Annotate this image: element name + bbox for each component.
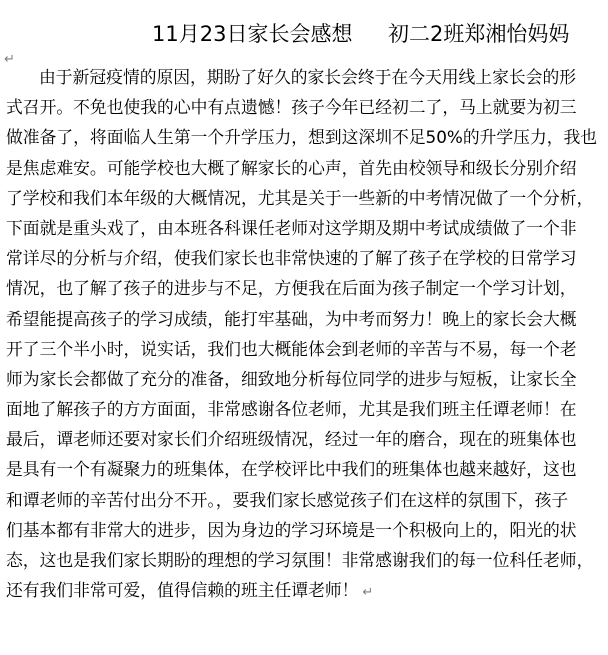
body-line: 是具有一个有凝聚力的班集体，在学校评比中我们的班集体也越来越好，这也 [6,459,577,480]
title-author-text: 初二2班郑湘怡妈妈 [388,22,570,46]
paragraph-mark-icon: ↵ [4,52,15,67]
body-line: 希望能提高孩子的学习成绩，能打牢基础，为中考而努力！晚上的家长会大概 [6,308,577,329]
body-line: 师为家长会都做了充分的准备，细致地分析每位同学的进步与短板，让家长全 [6,368,577,389]
document-title [0,18,608,48]
title-date-text: 11月23日家长会感想 [152,22,353,46]
body-line: 开了三个半小时，说实话，我们也大概能体会到老师的辛苦与不易，每一个老 [6,338,577,359]
body-line: 下面就是重头戏了，由本班各科课任老师对这学期及期中考试成绩做了一个非 [6,217,577,238]
body-line: 做准备了，将面临人生第一个升学压力，想到这深圳不足50%的升学压力，我也 [6,127,598,148]
body-line: 式召开。不免也使我的心中有点遗憾！孩子今年已经初二了，马上就要为初三 [6,97,577,118]
body-line: 态，这也是我们家长期盼的理想的学习氛围！非常感谢我们的每一位科任老师， [6,550,594,570]
body-line: 情况，也了解了孩子的进步与不足，方便我在后面为孩子制定一个学习计划， [6,278,577,299]
body-line: 是焦虑难安。可能学校也大概了解家长的心声，首先由校领导和级长分别介绍 [6,157,577,178]
body-line: 们基本都有非常大的进步，因为身边的学习环境是一个积极向上的，阳光的状 [6,519,577,540]
body-line: 和谭老师的辛苦付出分不开。，要我们家长感觉孩子们在这样的氛围下，孩子 [6,489,569,510]
body-paragraph [6,62,606,605]
body-line: 最后，谭老师还要对家长们介绍班级情况，经过一年的磨合，现在的班集体也 [6,429,577,450]
body-line: 了学校和我们本年级的大概情况，尤其是关于一些新的中考情况做了一个分析， [6,187,594,208]
body-line-last [6,575,606,605]
paragraph-end-mark-icon: ↵ [362,585,374,601]
body-line: 常详尽的分析与介绍，使我们家长也非常快速的了解了孩子在学校的日常学习 [6,248,577,269]
body-line: 面地了解孩子的方方面面，非常感谢各位老师，尤其是我们班主任谭老师！在 [6,399,577,420]
body-line-text: 还有我们非常可爱，值得信赖的班主任谭老师！ [6,580,359,601]
body-line: 由于新冠疫情的原因，期盼了好久的家长会终于在今天用线上家长会的形 [39,67,577,87]
